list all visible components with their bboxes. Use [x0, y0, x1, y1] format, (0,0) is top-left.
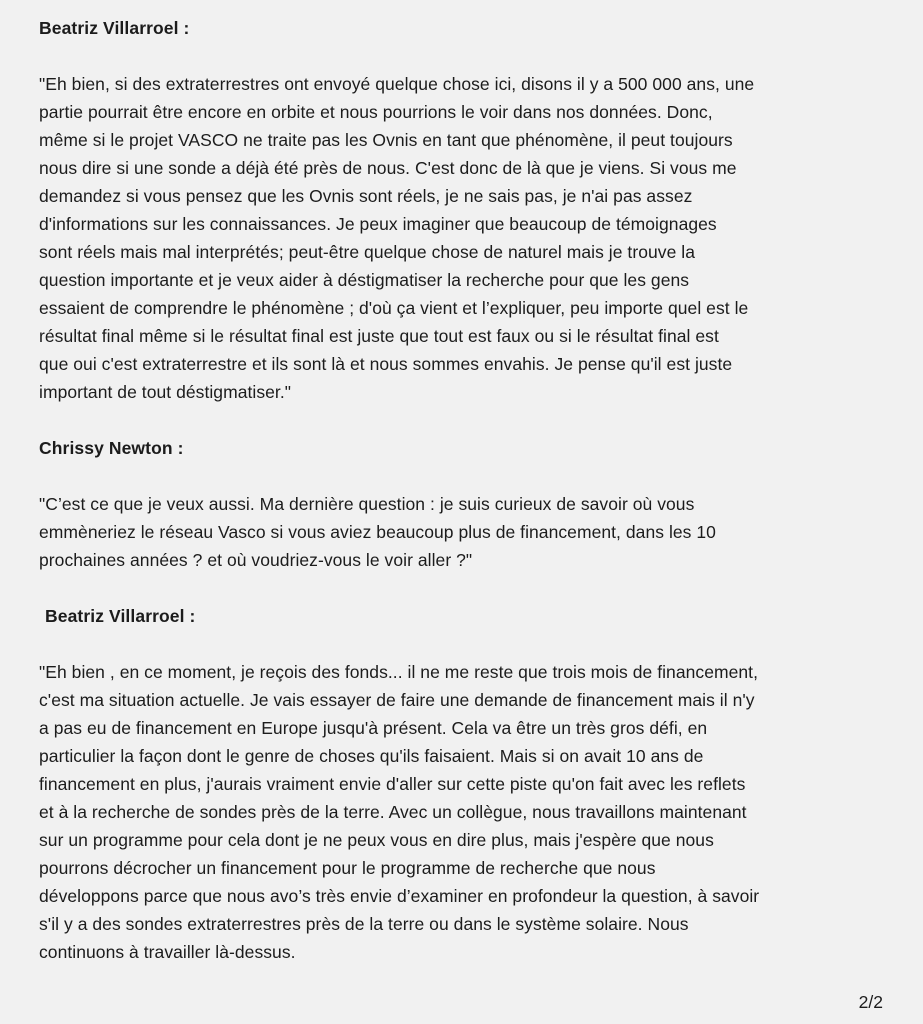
spacer	[39, 574, 885, 602]
speaker-name-beatriz-2: Beatriz Villarroel :	[45, 606, 196, 626]
speaker-name-beatriz-1: Beatriz Villarroel :	[39, 18, 190, 38]
quote-chrissy: "C’est ce que je veux aussi. Ma dernière question : je suis curieux de savoir où vous emmèneriez le réseau Vasco si vous aviez beaucoup plus de financement, dans les 10 prochaines années ? et où voudriez-vous le voir aller ?"	[39, 494, 716, 570]
quote-beatriz-1: "Eh bien, si des extraterrestres ont envoyé quelque chose ici, disons il y a 500 000 ans, une partie pourrait être encore en orbite et nous pourrions le voir dans nos données. Donc, même si le projet VASCO ne traite pas les Ovnis en tant que phénomène, il peut toujours nous dire si une sonde a déjà été près de nous. C'est donc de là que je viens. Si vous me demandez si vous pensez que les Ovnis sont réels, je ne sais pas, je n'ai pas assez d'informations sur les connaissances. Je peux imaginer que beaucoup de témoignages sont réels mais mal interprétés; peut-être quelque chose de naturel mais je trouve la question importante et je veux aider à déstigmatiser la recherche pour que les gens essaient de comprendre le phénomène ; d'où ça vient et l’expliquer, peu importe quel est le résultat final même si le résultat final est juste que tout est faux ou si le résultat final est que oui c'est extraterrestre et ils sont là et nous sommes envahis. Je pense qu'il est juste important de tout déstigmatiser."	[39, 74, 755, 402]
page-number: 2/2	[858, 992, 883, 1012]
speaker-name-chrissy: Chrissy Newton :	[39, 438, 184, 458]
spacer	[39, 462, 885, 490]
quote-beatriz-2: "Eh bien , en ce moment, je reçois des fonds... il ne me reste que trois mois de financement, c'est ma situation actuelle. Je vais essayer de faire une demande de financement mais il n'y a pas eu de financement en Europe jusqu'à présent. Cela va être un très gros défi, en particulier la façon dont le genre de choses qu'ils faisaient. Mais si on avait 10 ans de financement en plus, j'aurais vraiment envie d'aller sur cette piste qu'on fait avec les reflets et à la recherche de sondes près de la terre. Avec un collègue, nous travaillons maintenant sur un programme pour cela dont je ne peux vous en dire plus, mais j'espère que nous pourrons décrocher un financement pour le programme de recherche que nous développons parce que nous avo’s très envie d’examiner en profondeur la question, à savoir s'il y a des sondes extraterrestres près de la terre ou dans le système solaire. Nous continuons à travailler là-dessus.	[39, 662, 760, 962]
document-page	[39, 14, 885, 966]
spacer	[39, 406, 885, 434]
spacer	[39, 42, 885, 70]
spacer	[39, 630, 885, 658]
